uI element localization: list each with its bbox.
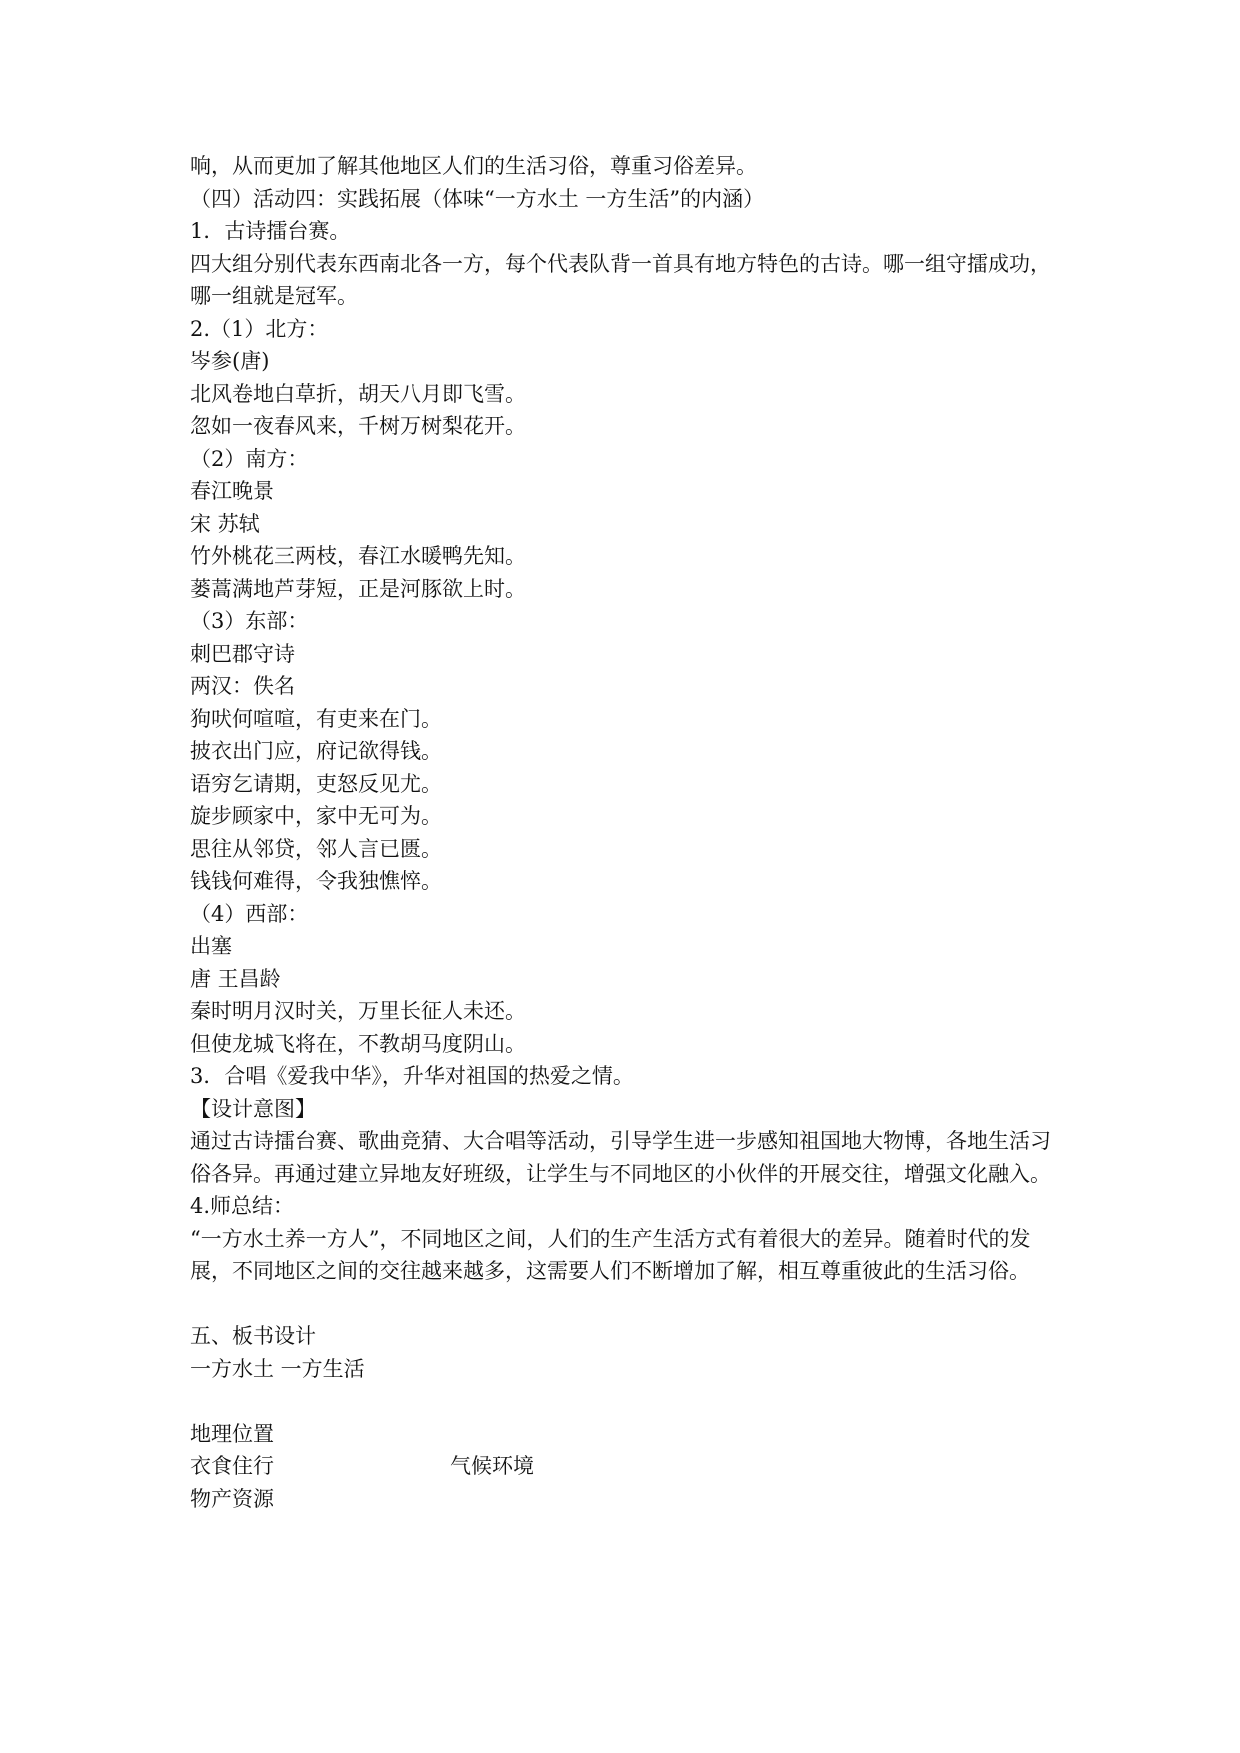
activity-four-heading: （四）活动四：实践拓展（体味“一方水土 一方生活”的内涵） [190, 186, 765, 211]
document-page [190, 150, 1070, 1515]
poem-title: 出塞 [190, 934, 232, 958]
paragraph: “一方水土养一方人”，不同地区之间，人们的生产生活方式有着很大的差异。随着时代的发展，不同地区之间的交往越来越多，这需要人们不断增加了解，相互尊重彼此的生活习俗。 [190, 1226, 1031, 1283]
design-intent-heading: 【设计意图】 [190, 1096, 316, 1121]
section-south: （2）南方： [190, 446, 309, 471]
paragraph: 四大组分别代表东西南北各一方，每个代表队背一首具有地方特色的古诗。哪一组守擂成功，哪一组就是冠军。 [190, 251, 1051, 308]
spacer [190, 1385, 1070, 1418]
section-north: 2.（1）北方： [190, 316, 329, 341]
item-heading: 4.师总结： [190, 1194, 295, 1218]
poem-line: 北风卷地白草折，胡天八月即飞雪。 [190, 381, 526, 406]
board-item-right: 气候环境 [450, 1454, 534, 1478]
board-item: 地理位置 [190, 1421, 274, 1446]
poem-line: 思往从邻贷，邻人言已匮。 [190, 836, 442, 861]
board-row [190, 1450, 1070, 1483]
poem-line: 语穷乞请期，吏怒反见尤。 [190, 771, 442, 796]
poem-line: 秦时明月汉时关，万里长征人未还。 [190, 999, 526, 1023]
poem-author: 两汉：佚名 [190, 674, 295, 698]
poem-line: 忽如一夜春风来，千树万树梨花开。 [190, 414, 526, 438]
poem-line: 钱钱何难得，令我独憔悴。 [190, 869, 442, 893]
board-item: 衣食住行 [190, 1454, 274, 1478]
poem-line: 竹外桃花三两枝，春江水暖鸭先知。 [190, 544, 526, 568]
poem-line: 蒌蒿满地芦芽短，正是河豚欲上时。 [190, 576, 526, 601]
item-heading: 1．古诗擂台赛。 [190, 219, 351, 243]
poem-line: 但使龙城飞将在，不教胡马度阴山。 [190, 1031, 526, 1056]
board-title: 一方水土 一方生活 [190, 1356, 365, 1381]
section-west: （4）西部： [190, 901, 309, 926]
poem-line: 旋步顾家中，家中无可为。 [190, 804, 442, 828]
text-line: 响，从而更加了解其他地区人们的生活习俗，尊重习俗差异。 [190, 154, 757, 178]
poem-title: 春江晚景 [190, 479, 274, 503]
poem-title: 刺巴郡守诗 [190, 641, 295, 666]
spacer [190, 1288, 1070, 1321]
poem-author: 宋 苏轼 [190, 511, 260, 536]
section-east: （3）东部： [190, 609, 309, 633]
item-heading: 3．合唱《爱我中华》，升华对祖国的热爱之情。 [190, 1064, 634, 1088]
board-design-heading: 五、板书设计 [190, 1324, 316, 1348]
poem-line: 披衣出门应，府记欲得钱。 [190, 739, 442, 763]
poem-line: 狗吠何喧喧，有吏来在门。 [190, 706, 442, 731]
paragraph: 通过古诗擂台赛、歌曲竞猜、大合唱等活动，引导学生进一步感知祖国地大物博，各地生活习俗各异。再通过建立异地友好班级，让学生与不同地区的小伙伴的开展交往，增强文化融入。 [190, 1129, 1051, 1186]
poem-author: 唐 王昌龄 [190, 966, 281, 991]
poem-author: 岑参(唐) [190, 349, 270, 373]
board-item: 物产资源 [190, 1486, 274, 1511]
